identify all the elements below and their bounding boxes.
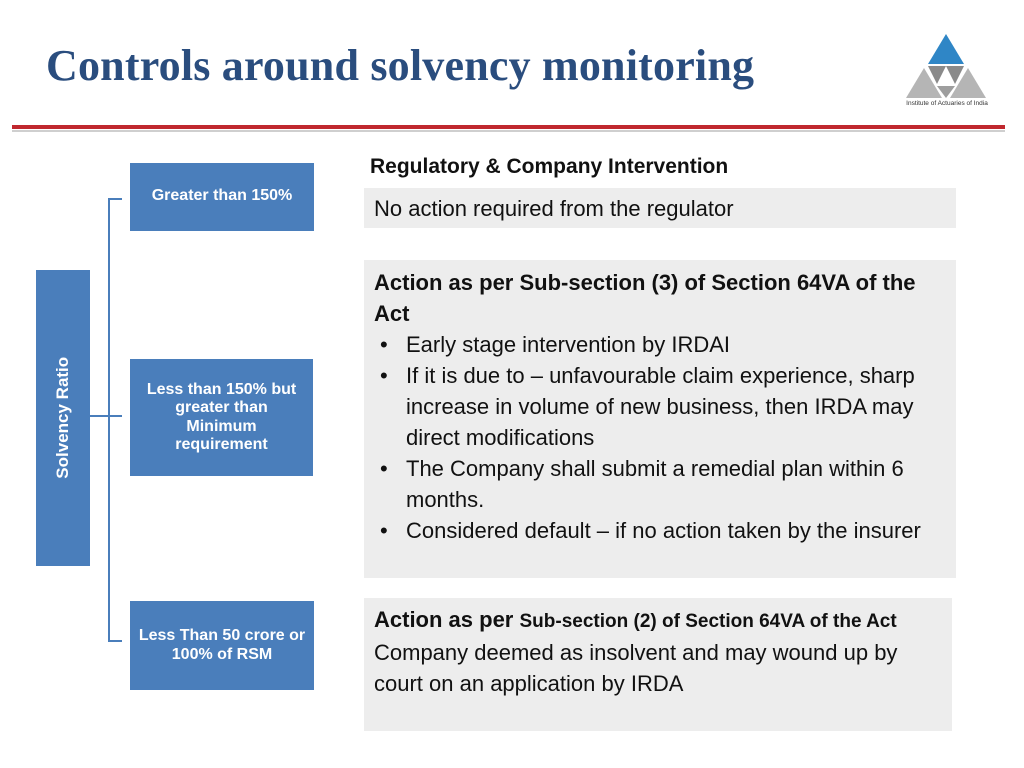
no-action-text: No action required from the regulator	[374, 196, 734, 221]
bullet-item: • If it is due to – unfavourable claim experience, sharp increase in volume of new business, then IRDA may direct modifications	[374, 360, 946, 453]
bullet-item: • The Company shall submit a remedial plan within 6 months.	[374, 453, 946, 515]
bullet-item: • Early stage intervention by IRDAI	[374, 329, 946, 360]
bracket-tick-2	[108, 415, 122, 417]
bullet-item: • Considered default – if no action taken by the insurer	[374, 515, 946, 546]
sub-section-2-reference: Sub-section (2) of Section 64VA of the Act	[519, 611, 897, 632]
category-less-than-150: Less than 150% but greater than Minimum requirement	[130, 359, 313, 476]
sub-section-3-heading: Action as per Sub-section (3) of Section 64VA of the Act	[374, 270, 916, 326]
title-divider	[12, 125, 1005, 129]
intervention-heading: Regulatory & Company Intervention	[370, 155, 729, 178]
sub-section-3-bullets	[374, 329, 946, 546]
title-divider-shadow	[12, 130, 1005, 132]
sub-section-2-heading	[374, 604, 942, 637]
bracket-tick-1	[108, 198, 122, 200]
solvency-ratio-label: Solvency Ratio	[53, 357, 73, 479]
solvency-ratio-label-box	[36, 270, 90, 566]
bracket-connector	[90, 415, 108, 417]
intervention-box-no-action	[364, 188, 956, 228]
bracket-tick-3	[108, 640, 122, 642]
sub-section-2-body: Company deemed as insolvent and may wound up by court on an application by IRDA	[374, 640, 898, 696]
slide-title: Controls around solvency monitoring	[46, 41, 755, 90]
intervention-box-sub-section-2	[364, 598, 952, 731]
category-greater-than-150: Greater than 150%	[130, 163, 314, 231]
category-less-than-50-crore: Less Than 50 crore or 100% of RSM	[130, 601, 314, 690]
bracket-vertical-line	[108, 198, 110, 641]
sub-section-2-heading-lead: Action as per	[374, 607, 520, 632]
logo-caption: Institute of Actuaries of India	[906, 100, 988, 107]
intervention-box-sub-section-3	[364, 260, 956, 578]
